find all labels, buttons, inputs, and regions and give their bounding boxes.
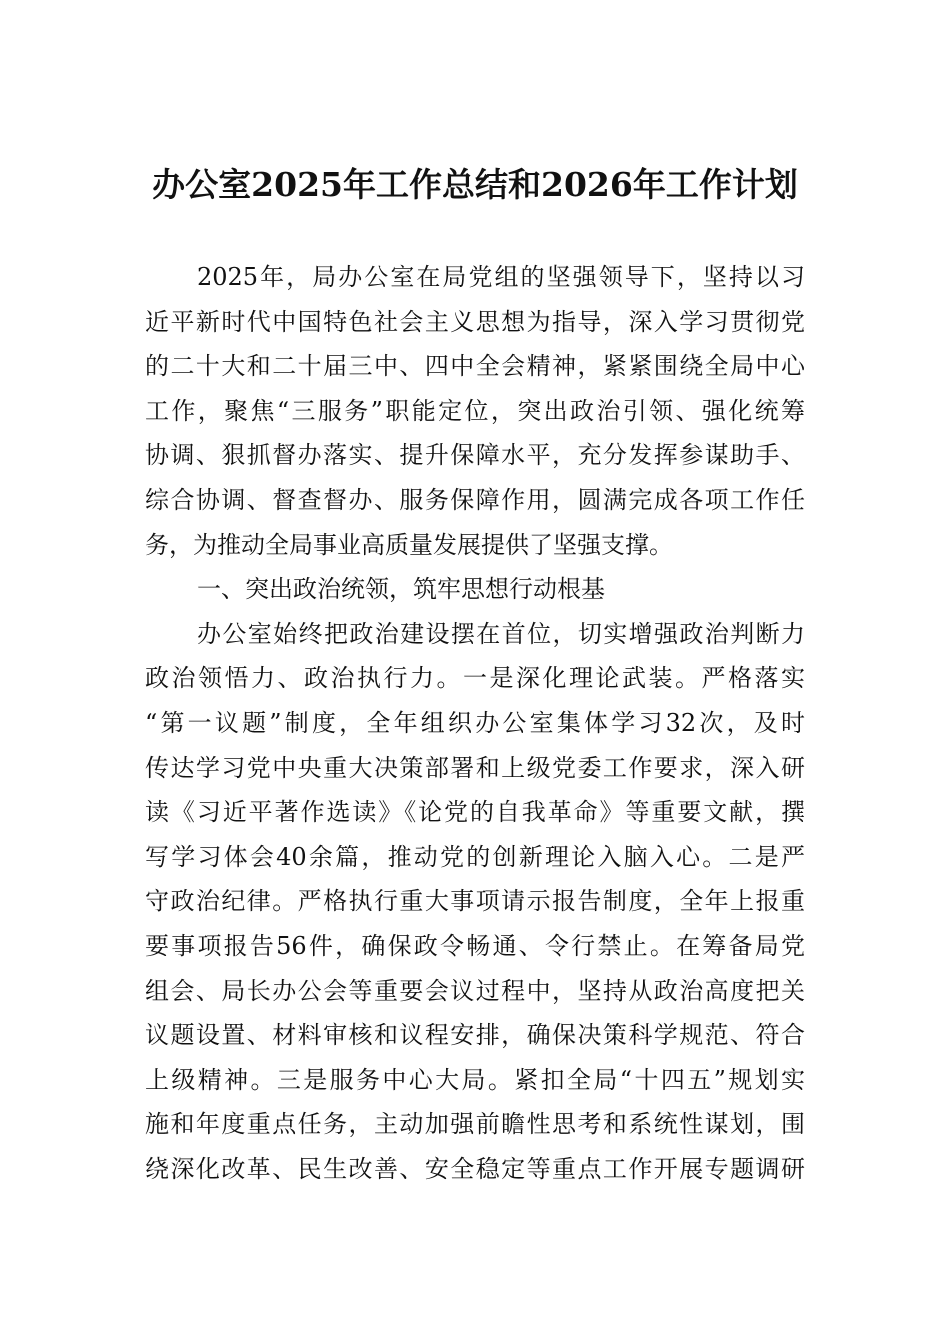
paragraph-line: 的二十大和二十届三中、四中全会精神，紧紧围绕全局中心 — [145, 352, 805, 381]
paragraph-line: 组会、局长办公会等重要会议过程中，坚持从政治高度把关 — [145, 976, 805, 1005]
paragraph-line: 务，为推动全局事业高质量发展提供了坚强支撑。 — [145, 530, 673, 559]
paragraph-line: 读《习近平著作选读》《论党的自我革命》等重要文献，撰 — [145, 798, 805, 827]
paragraph-line: 写学习体会40余篇，推动党的创新理论入脑入心。二是严 — [145, 842, 805, 871]
paragraph-line: 施和年度重点任务，主动加强前瞻性思考和系统性谋划，围 — [145, 1110, 805, 1139]
paragraph-line: 近平新时代中国特色社会主义思想为指导，深入学习贯彻党 — [145, 307, 805, 336]
document-body — [145, 255, 805, 1191]
paragraph-line: 综合协调、督查督办、服务保障作用，圆满完成各项工作任 — [145, 485, 805, 514]
paragraph-line: 守政治纪律。严格执行重大事项请示报告制度，全年上报重 — [145, 887, 805, 916]
paragraph-line: 上级精神。三是服务中心大局。紧扣全局“十四五”规划实 — [145, 1065, 805, 1094]
paragraph-line: 要事项报告56件，确保政令畅通、令行禁止。在筹备局党 — [145, 931, 805, 960]
paragraph-line: 绕深化改革、民生改善、安全稳定等重点工作开展专题调研 — [145, 1154, 805, 1183]
paragraph-line: 工作，聚焦“三服务”职能定位，突出政治引领、强化统筹 — [145, 396, 805, 425]
paragraph-line: 协调、狠抓督办落实、提升保障水平，充分发挥参谋助手、 — [145, 441, 805, 470]
paragraph-line: 2025年，局办公室在局党组的坚强领导下，坚持以习 — [197, 263, 805, 291]
paragraph-line: 传达学习党中央重大决策部署和上级党委工作要求，深入研 — [145, 753, 805, 782]
paragraph-line: “第一议题”制度，全年组织办公室集体学习32次，及时 — [145, 708, 805, 737]
paragraph-line: 办公室始终把政治建设摆在首位，切实增强政治判断力 — [197, 619, 805, 648]
paragraph-line: 政治领悟力、政治执行力。一是深化理论武装。严格落实 — [145, 664, 805, 693]
document-title: 办公室2025年工作总结和2026年工作计划 — [152, 165, 798, 204]
paragraph-line: 议题设置、材料审核和议程安排，确保决策科学规范、符合 — [145, 1021, 805, 1050]
section-heading: 一、突出政治统领，筑牢思想行动根基 — [197, 575, 605, 604]
